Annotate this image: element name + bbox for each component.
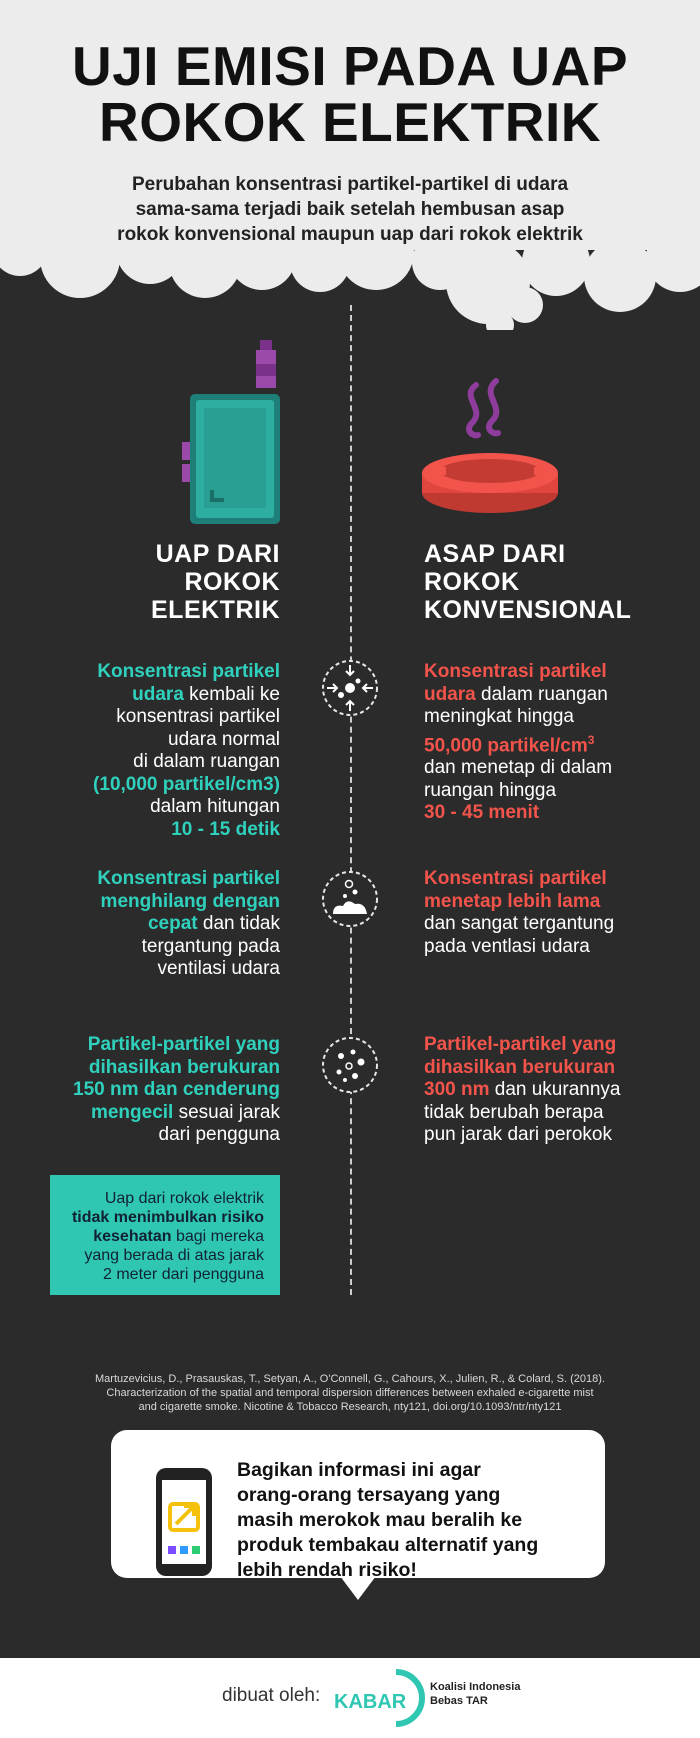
text-line: konsentrasi partikel [116, 706, 280, 727]
right-heading-line-2: ROKOK [424, 568, 520, 596]
right-heading-line-3: KONVENSIONAL [424, 596, 632, 624]
callout-line: yang berada di atas jarak [84, 1247, 264, 1264]
text-highlight: (10,000 partikel/cm3) [93, 773, 280, 795]
share-line: produk tembakau alternatif yang [237, 1534, 539, 1556]
particles-size-icon [321, 1036, 379, 1094]
kabar-logo [332, 1666, 428, 1730]
text-highlight: 10 - 15 detik [171, 818, 280, 840]
text-highlight: udara [424, 683, 476, 705]
left-heading-line-1: UAP DARI [155, 540, 280, 568]
text-highlight: menghilang dengan [100, 890, 280, 912]
citation-line: and cigarette smoke. Nicotine & Tobacco Research, nty121, doi.org/10.1093/ntr/nty121 [138, 1401, 562, 1413]
callout-span: bagi mereka [171, 1228, 264, 1245]
right-heading-line-1: ASAP DARI [424, 540, 566, 568]
text-line: pun jarak dari perokok [424, 1124, 612, 1145]
title-line-2: ROKOK ELEKTRIK [99, 91, 601, 153]
text-line: dan sangat tergantung [424, 913, 615, 934]
text-highlight: mengecil [90, 1101, 174, 1123]
phone-share-icon [154, 1466, 214, 1578]
text-line: dari pengguna [158, 1124, 280, 1145]
text-highlight: 50,000 partikel/cm [424, 734, 588, 756]
org-line: Bebas TAR [430, 1695, 488, 1707]
share-line: orang-orang tersayang yang [237, 1484, 501, 1506]
text-highlight: Konsentrasi partikel [424, 661, 607, 682]
callout-line: Uap dari rokok elektrik [104, 1190, 264, 1207]
org-name [430, 1680, 520, 1708]
text-line: udara normal [168, 728, 280, 750]
text-highlight: 300 nm [424, 1079, 490, 1100]
left-heading-line-3: ELEKTRIK [151, 596, 280, 624]
text-line: ruangan hingga [424, 779, 557, 801]
ashtray-icon [420, 375, 560, 515]
text-highlight: cepat [147, 913, 198, 934]
citation-line: Characterization of the spatial and temporal dispersion differences between exhaled e-cigarette mist [106, 1387, 594, 1399]
superscript: 3 [587, 732, 595, 747]
title-line-1: UJI EMISI PADA UAP [71, 35, 629, 97]
row3-right-text [424, 1034, 664, 1147]
callout-bold: tidak menimbulkan risiko [71, 1209, 264, 1226]
e-cigarette-icon [182, 340, 282, 525]
text-line: tergantung pada [141, 935, 280, 957]
text-highlight: Konsentrasi partikel [424, 868, 607, 889]
text-highlight: 150 nm dan cenderung [73, 1079, 280, 1100]
text-line: ventilasi udara [157, 958, 280, 979]
text-highlight: Konsentrasi partikel [97, 661, 280, 682]
particles-converge-icon [321, 659, 379, 717]
left-heading-line-2: ROKOK [184, 568, 280, 596]
text-line: tidak berubah berapa [424, 1101, 604, 1123]
text-highlight: dihasilkan berukuran [424, 1056, 616, 1078]
text-line: di dalam ruangan [133, 751, 280, 772]
page-subtitle [60, 172, 640, 247]
share-line: masih merokok mau beralih ke [237, 1509, 523, 1531]
share-message [237, 1458, 597, 1583]
text-span: sesuai jarak [173, 1101, 280, 1123]
left-column-heading [151, 540, 280, 624]
text-highlight: 30 - 45 menit [424, 802, 540, 824]
text-span: dan tidak [197, 913, 280, 934]
text-span: kembali ke [183, 683, 280, 705]
right-column-heading [424, 540, 631, 624]
text-span: dalam ruangan [475, 683, 608, 705]
subtitle-line-2: sama-sama terjadi baik setelah hembusan asap [135, 199, 565, 220]
citation [70, 1372, 630, 1414]
row3-left-text [60, 1034, 280, 1147]
health-risk-callout [50, 1175, 280, 1295]
made-by-label: dibuat oleh: [222, 1685, 321, 1706]
text-highlight: Konsentrasi partikel [97, 868, 280, 889]
share-line: Bagikan informasi ini agar [237, 1459, 481, 1481]
logo-text: KABAR [334, 1691, 407, 1713]
subtitle-line-1: Perubahan konsentrasi partikel-partikel di udara [131, 174, 569, 195]
text-highlight: Partikel-partikel yang [424, 1034, 617, 1055]
row1-left-text [60, 661, 280, 841]
text-line: pada ventlasi udara [424, 935, 590, 957]
page-title [0, 35, 700, 153]
text-highlight: menetap lebih lama [424, 890, 601, 912]
center-divider [350, 305, 352, 1295]
row2-right-text [424, 868, 664, 958]
row2-left-text [60, 868, 280, 981]
footer [0, 1658, 700, 1738]
text-highlight: dihasilkan berukuran [88, 1056, 280, 1078]
row1-right-text [424, 661, 664, 825]
text-highlight: udara [132, 683, 184, 705]
share-line: lebih rendah risiko! [237, 1559, 417, 1581]
callout-bold: kesehatan [93, 1228, 172, 1245]
citation-line: Martuzevicius, D., Prasauskas, T., Setyan, A., O'Connell, G., Cahours, X., Julien, R., & Colard, S. (2018). [95, 1373, 605, 1385]
text-line: meningkat hingga [424, 706, 574, 727]
org-line: Koalisi Indonesia [430, 1681, 521, 1693]
callout-line: 2 meter dari pengguna [103, 1266, 264, 1283]
text-span: dan ukurannya [489, 1079, 621, 1100]
text-line: dan menetap di dalam [424, 757, 613, 779]
particles-dissipate-icon [321, 870, 379, 928]
text-line: dalam hitungan [150, 796, 280, 817]
text-highlight: Partikel-partikel yang [87, 1034, 280, 1055]
subtitle-line-3: rokok konvensional maupun uap dari rokok elektrik [117, 224, 583, 245]
